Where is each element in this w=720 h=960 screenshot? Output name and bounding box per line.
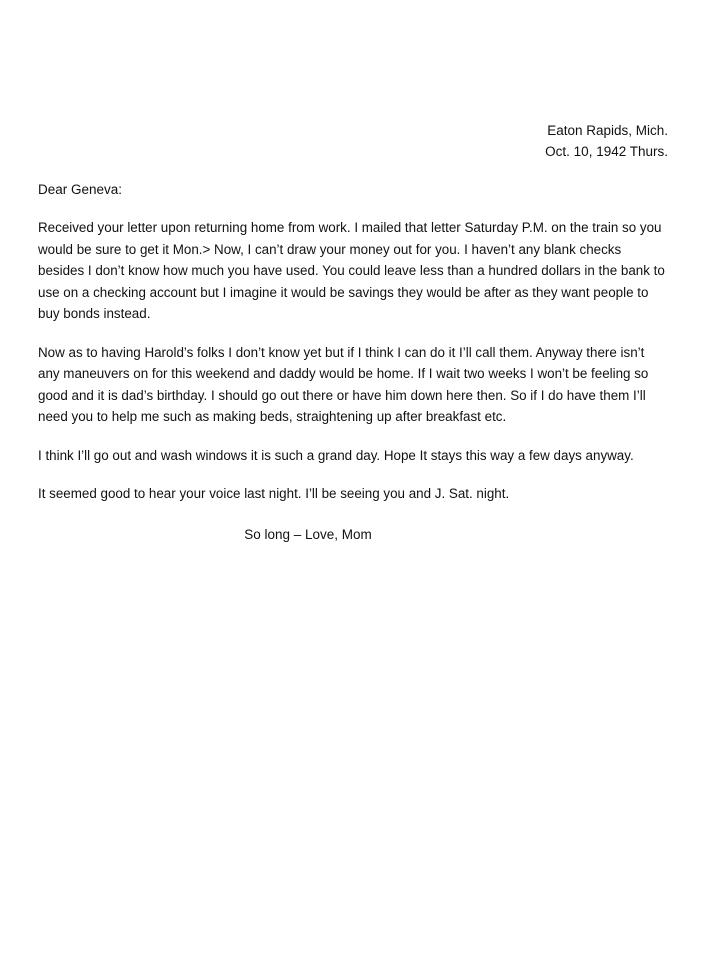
letter-body <box>38 120 668 545</box>
heading-place: Eaton Rapids, Mich. <box>547 123 668 138</box>
paragraph-3: I think I’ll go out and wash windows it is such a grand day. Hope It stays this way a few days anyway. <box>38 447 634 463</box>
heading-date: Oct. 10, 1942 Thurs. <box>545 144 668 159</box>
letter-heading <box>38 120 668 162</box>
salutation: Dear Geneva: <box>38 182 123 197</box>
paragraph-1: Received your letter upon returning home from work. I mailed that letter Saturday P.M. on the train so you would be sure to get it Mon.> Now, I can’t draw your money out for you. I haven’t any blank checks besides I don’t know how much you have used. You could leave less than a hundred dollars in the bank to use on a checking account but I imagine it would be savings they would be after as they want people to buy bonds instead. <box>38 220 665 321</box>
paragraph-4: It seemed good to hear your voice last night. I’ll be seeing you and J. Sat. night. <box>38 486 510 501</box>
closing-signature: So long – Love, Mom <box>244 526 372 542</box>
paragraph-2: Now as to having Harold’s folks I don’t know yet but if I think I can do it I’ll call them. Anyway there isn’t any maneuvers on for this weekend and daddy would be home. If I wait two weeks I won’t be feeling so good and it is dad’s birthday. I should go out there or have him down here then. So if I do have them I’ll need you to help me such as making beds, straightening up after breakfast etc. <box>38 344 649 424</box>
